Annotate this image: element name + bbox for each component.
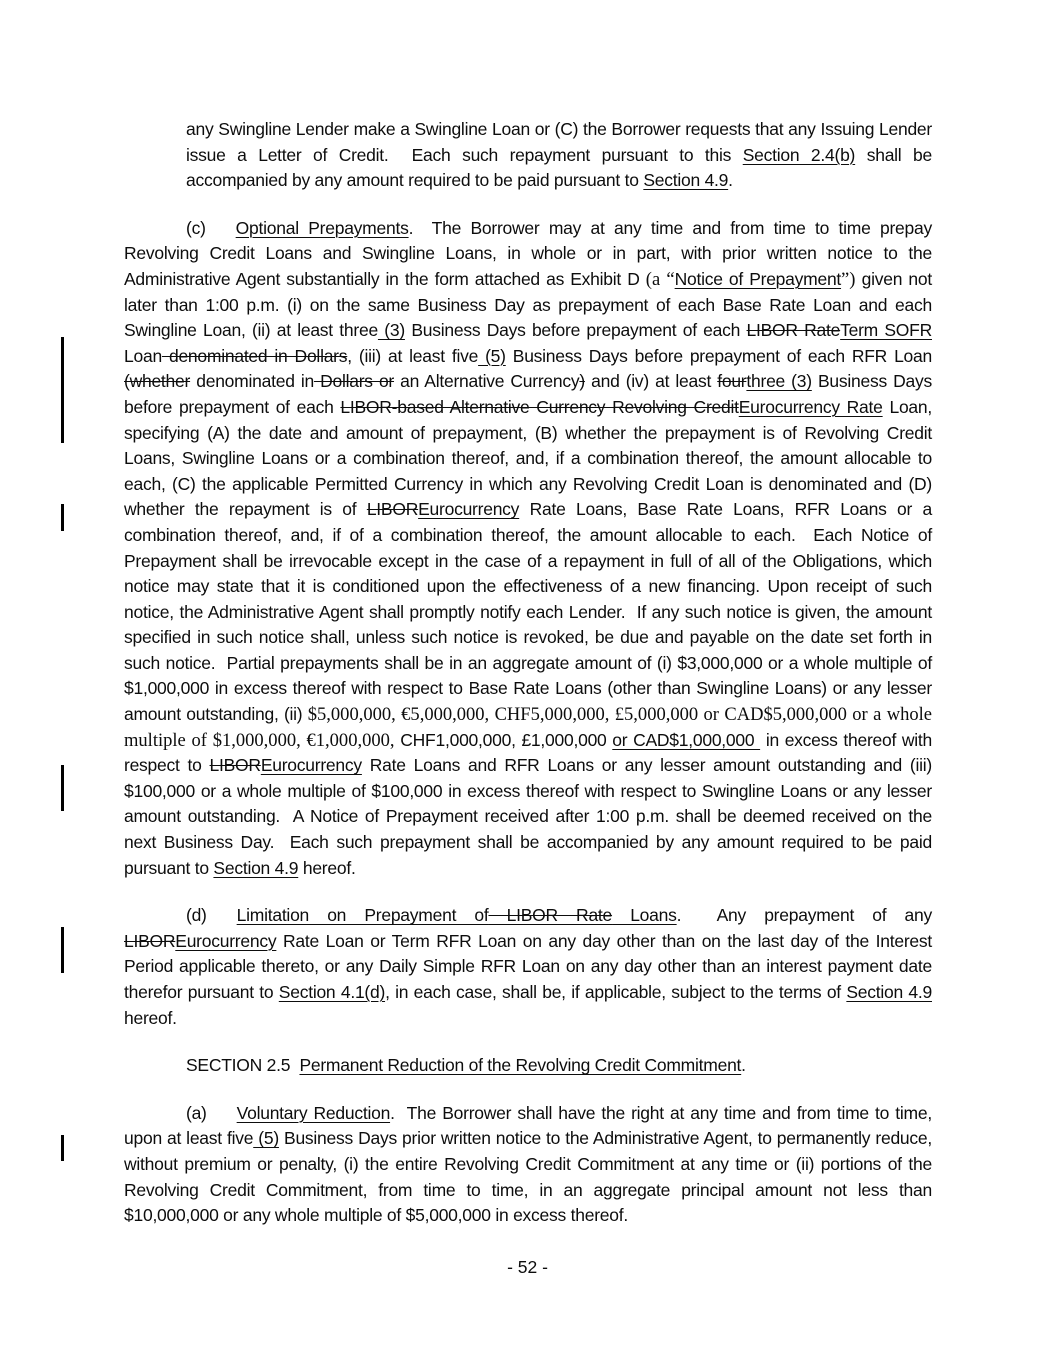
text-run: ”) (841, 268, 856, 290)
text-run: Rate Loan or Term RFR Loan on any day other than on the last day of the Interest Period applicable thereto, or any Daily Simple RFR Loan on any day other than an interest payment date therefor pursuant to (124, 930, 932, 1002)
text-run: four (717, 371, 747, 392)
text-run: (5) (478, 345, 506, 366)
change-bar (61, 765, 64, 811)
text-run: (5) (253, 1128, 279, 1149)
paragraph-d-limitation-on-prepayment (124, 903, 932, 1031)
text-run: LIBOR (366, 499, 419, 520)
text-run: an Alternative Currency (394, 371, 580, 392)
text-run: Business Days before prepayment of each RFR Loan (505, 345, 933, 366)
text-run: Eurocurrency (175, 930, 277, 951)
text-run: Permanent Reduction of the Revolving Credit Commitment (299, 1055, 742, 1076)
text-run: any Swingline Lender make a Swingline Loan or (C) the Borrower requests that any Issuing Lender issue a Letter of Credit. Each such repayment pursuant to this (186, 119, 932, 165)
change-bar (61, 927, 64, 973)
text-run: LIBOR-based Alternative Currency Revolving Credit (340, 396, 739, 417)
text-run: Eurocurrency (418, 499, 520, 520)
text-run: . The Borrower may at any time and from time to time prepay Revolving Credit Loans and Swingline Loans, in whole or in part, with prior written notice to the Administrative Agent substantially in the form attached as Exhibit D (124, 217, 932, 289)
text-run: Eurocurrency (260, 755, 362, 776)
text-run: shall be accompanied by any amount required to be paid pursuant to (186, 144, 932, 191)
text-run: ) (579, 371, 585, 392)
text-run: LIBOR Rate (746, 320, 841, 341)
text-run: Section 2.4(b) (742, 144, 856, 165)
text-run: Voluntary Reduction (236, 1102, 391, 1123)
text-run: (whether (124, 371, 191, 392)
section-2-5-heading (124, 1053, 932, 1079)
change-bar (61, 1135, 64, 1161)
text-run: Notice of Prepayment (674, 268, 842, 289)
text-run: LIBOR (124, 930, 176, 951)
text-run: denominated in (190, 371, 314, 392)
text-run: Section 4.9 (643, 170, 729, 191)
text-run: Rate Loans and RFR Loans or any lesser amount outstanding and (iii) $100,000 or a whole multiple of $100,000 in excess thereof with respect to Swingline Loans or any lesser amount outstanding. A Notice of Prepayment received after 1:00 p.m. shall be deemed received on the next Business Day. Each such prepayment shall be accompanied by any amount required to be paid pursuant to (124, 755, 932, 878)
text-run: Limitation on Prepayment of (236, 905, 489, 926)
text-run: Term SOFR (840, 320, 932, 341)
text-run: $5,000,000, €5,000,000, CHF5,000,000, £5,000,000 or CAD$5,000,000 or a whole multiple of $1,000,000, €1,000,000, (124, 704, 932, 751)
text-run: CHF1,000,000, £1,000,000 (400, 729, 613, 750)
change-bar (61, 504, 64, 531)
text-run: hereof. (298, 857, 356, 878)
text-run: , (iii) at least five (347, 345, 479, 366)
text-run: given not later than 1:00 p.m. (i) on the same Business Day as prepayment of each Base Rate Loan and each Swingline Loan, (ii) at least three (124, 268, 932, 341)
text-run: or CAD$1,000,000 (612, 729, 761, 750)
page-number: - 52 - (507, 1257, 548, 1277)
paragraph-a-voluntary-reduction (124, 1101, 932, 1229)
change-bar (61, 337, 64, 443)
continuation-paragraph (186, 117, 932, 194)
text-run: Section 4.1(d) (278, 982, 386, 1002)
text-run: LIBOR (209, 755, 261, 776)
text-run: Business Days before prepayment of each (404, 320, 747, 341)
text-run: Eurocurrency Rate (738, 396, 883, 417)
text-run: Section 4.9 (213, 857, 299, 878)
paragraph-c-optional-prepayments (124, 216, 932, 881)
text-run: Section 4.9 (846, 982, 932, 1002)
text-block (124, 117, 932, 1251)
text-run: in excess thereof with respect to (124, 729, 932, 776)
text-run: Dollars or (313, 371, 395, 392)
text-run: Loan (124, 345, 162, 366)
text-run: LIBOR Rate (488, 905, 613, 926)
text-run: hereof. (124, 1007, 177, 1028)
text-run: and (iv) at least (584, 371, 718, 392)
text-run: . (741, 1055, 746, 1076)
text-run: . The Borrower shall have the right at any time and from time to time, upon at least five (124, 1102, 932, 1149)
text-run: three (3) (746, 371, 812, 392)
text-run: Loans (612, 905, 677, 926)
text-run: SECTION 2.5 (186, 1055, 300, 1076)
text-run: Business Days prior written notice to the Administrative Agent, to permanently reduce, without premium or penalty, (i) the entire Revolving Credit Commitment at any time or (ii) portions of the Revolving Credit Commitment, from time to time, in an aggregate principal amount not less than $10,000,000 or any whole multiple of $5,000,000 in excess thereof. (124, 1128, 932, 1226)
text-run: . (728, 170, 733, 191)
text-run: Rate Loans, Base Rate Loans, RFR Loans or a combination thereof, and, if of a combination thereof, the amount allocable to each. Each Notice of Prepayment shall be irrevocable except in the case of a repayment in full of all of the Obligations, which notice may state that it is conditioned upon the effectiveness of a new financing. Upon receipt of such notice, the Administrative Agent shall promptly notify each Lender. If any such notice is given, the amount specified in such notice shall, unless such notice is revoked, be due and payable on the date set forth in such notice. Partial prepayments shall be in an aggregate amount of (i) $3,000,000 or a whole multiple of $1,000,000 in excess thereof with respect to Base Rate Loans (other than Swingline Loans) or any lesser amount outstanding, (ii) (124, 499, 933, 725)
text-run: (d) (186, 905, 207, 926)
text-run: (c) (186, 217, 206, 238)
text-run: . Any prepayment of any (676, 905, 932, 926)
text-run: denominated in Dollars (161, 345, 348, 366)
text-run: Business Days before prepayment of each (124, 371, 932, 417)
text-run: Loan, specifying (A) the date and amount of prepayment, (B) whether the prepayment is of Revolving Credit Loans, Swingline Loans or a combination thereof, and, if a combination thereof, the amount allocable to each, (C) the applicable Permitted Currency in which any Revolving Credit Loan is denominated and (D) whether the repayment is of (124, 396, 932, 520)
text-run: (3) (377, 320, 405, 341)
text-run: Optional Prepayments (235, 217, 409, 238)
text-run: (a) (186, 1102, 207, 1123)
text-run: , in each case, shall be, if applicable, subject to the terms of (385, 982, 847, 1002)
text-run: (a “ (645, 268, 675, 290)
